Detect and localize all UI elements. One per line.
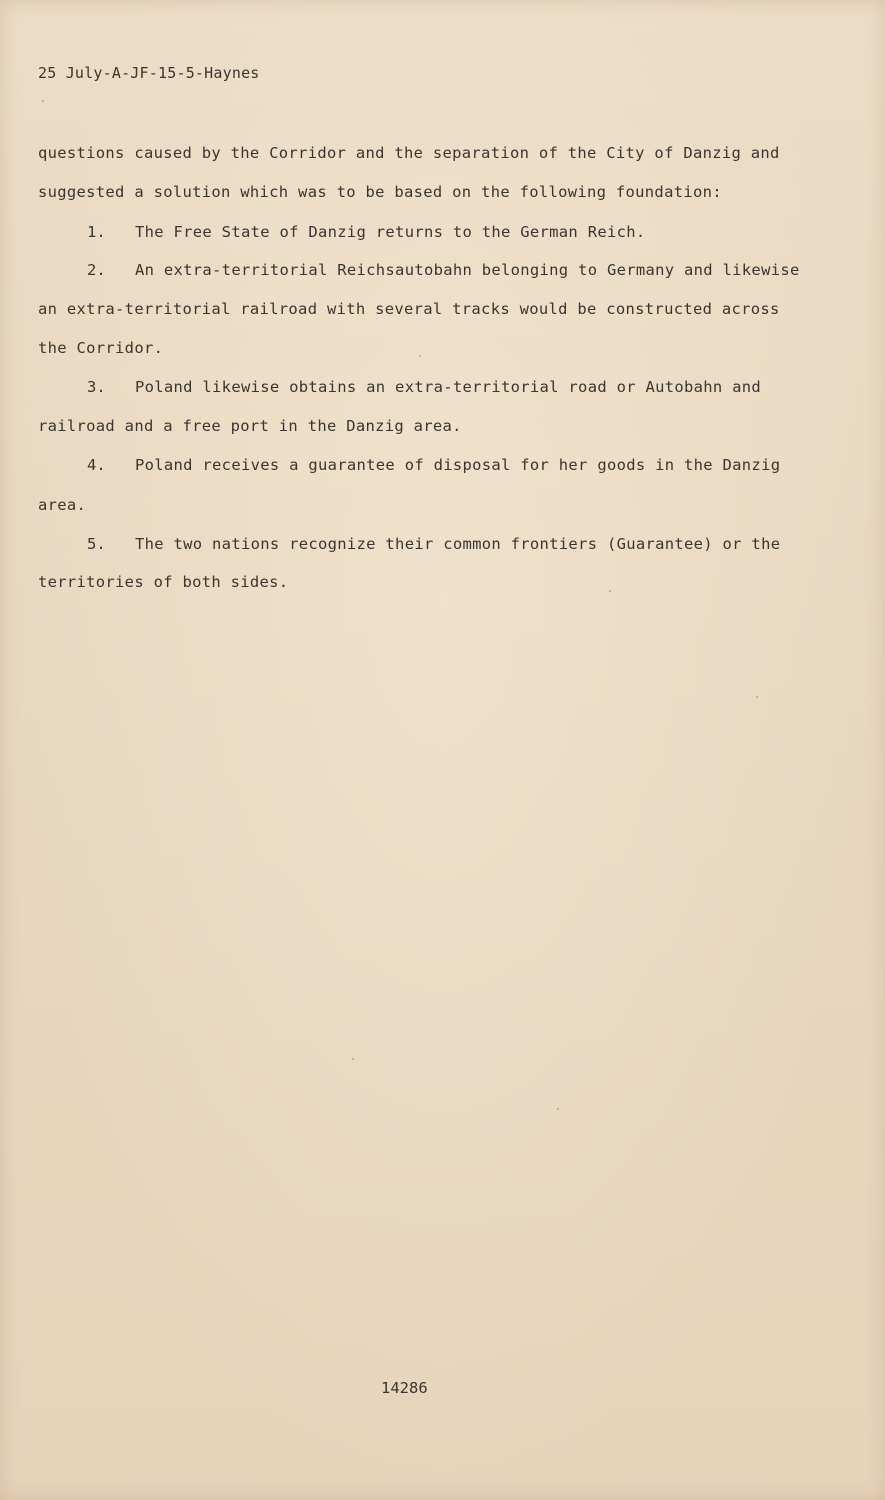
item-number: 2.: [87, 261, 106, 279]
paper-speck: [557, 1108, 559, 1110]
item-line: The Free State of Danzig returns to the German Reich.: [135, 223, 646, 241]
paper-speck: [609, 590, 611, 592]
item-number: 5.: [87, 535, 106, 553]
item-number: 4.: [87, 456, 106, 474]
paper-speck: [756, 696, 758, 698]
item-line: territories of both sides.: [38, 573, 289, 591]
item-line: The two nations recognize their common frontiers (Guarantee) or the: [135, 535, 781, 553]
item-line: the Corridor.: [38, 339, 164, 357]
item-line: railroad and a free port in the Danzig area.: [38, 417, 462, 435]
item-number: 3.: [87, 378, 106, 396]
intro-line: suggested a solution which was to be based on the following foundation:: [38, 183, 722, 201]
item-number: 1.: [87, 223, 106, 241]
item-line: an extra-territorial railroad with several tracks would be constructed across: [38, 300, 780, 318]
paper-speck: [419, 355, 421, 357]
paper-speck: [42, 100, 44, 102]
item-line: An extra-territorial Reichsautobahn belonging to Germany and likewise: [135, 261, 800, 279]
paper-speck: [352, 1058, 354, 1060]
item-line: Poland receives a guarantee of disposal for her goods in the Danzig: [135, 456, 781, 474]
item-line: Poland likewise obtains an extra-territorial road or Autobahn and: [135, 378, 762, 396]
intro-line: questions caused by the Corridor and the separation of the City of Danzig and: [38, 144, 780, 162]
page-number: 14286: [381, 1379, 428, 1397]
item-line: area.: [38, 496, 87, 514]
document-reference-header: 25 July-A-JF-15-5-Haynes: [38, 64, 260, 82]
